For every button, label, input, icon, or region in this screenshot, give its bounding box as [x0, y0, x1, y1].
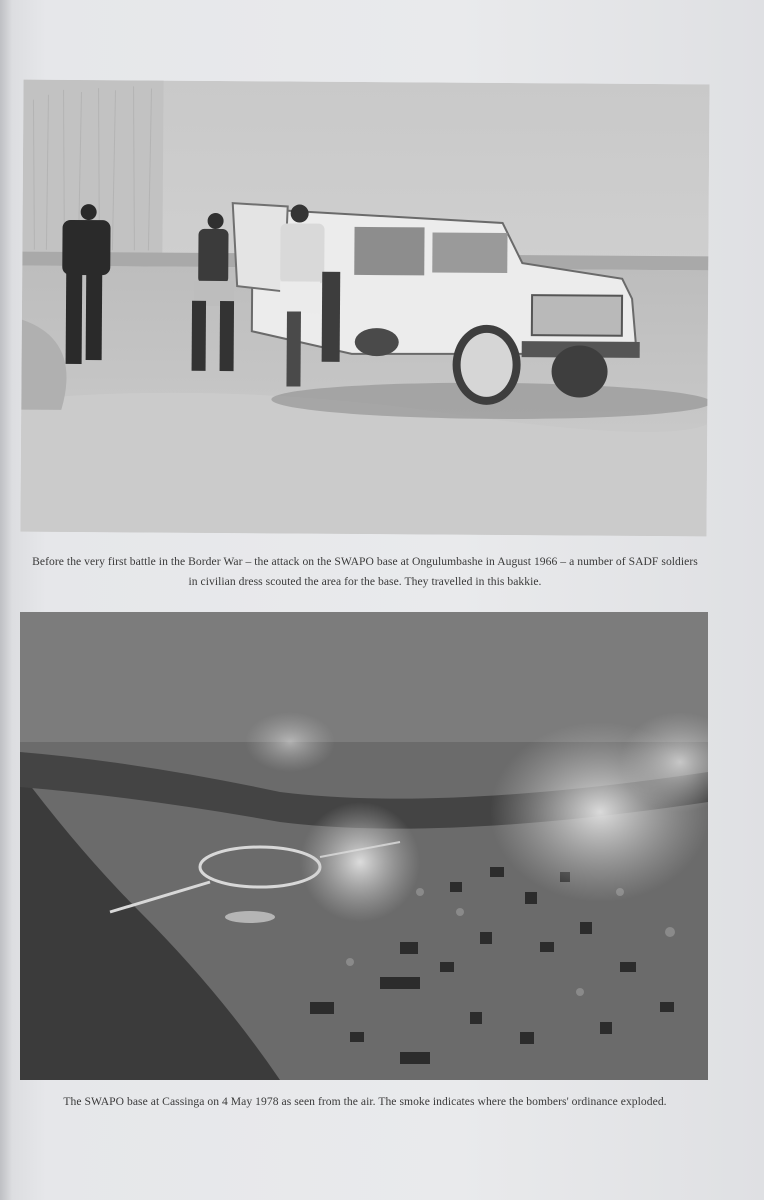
photo-bakkie-soldiers	[20, 80, 709, 537]
photo1-caption: Before the very first battle in the Border War – the attack on the SWAPO base at Ongulumbashe in August 1966 – a number of SADF soldiers in civilian dress scouted the area for the base. They travelled in this bakkie.	[32, 554, 698, 588]
photo-cassinga-aerial	[20, 612, 708, 1080]
photo2-caption: The SWAPO base at Cassinga on 4 May 1978 as seen from the air. The smoke indicates where the bombers' ordinance exploded.	[63, 1094, 667, 1108]
photo-bakkie-illustration	[20, 80, 709, 537]
page-edge-shadow	[0, 0, 12, 1200]
photo-aerial-illustration	[20, 612, 708, 1080]
